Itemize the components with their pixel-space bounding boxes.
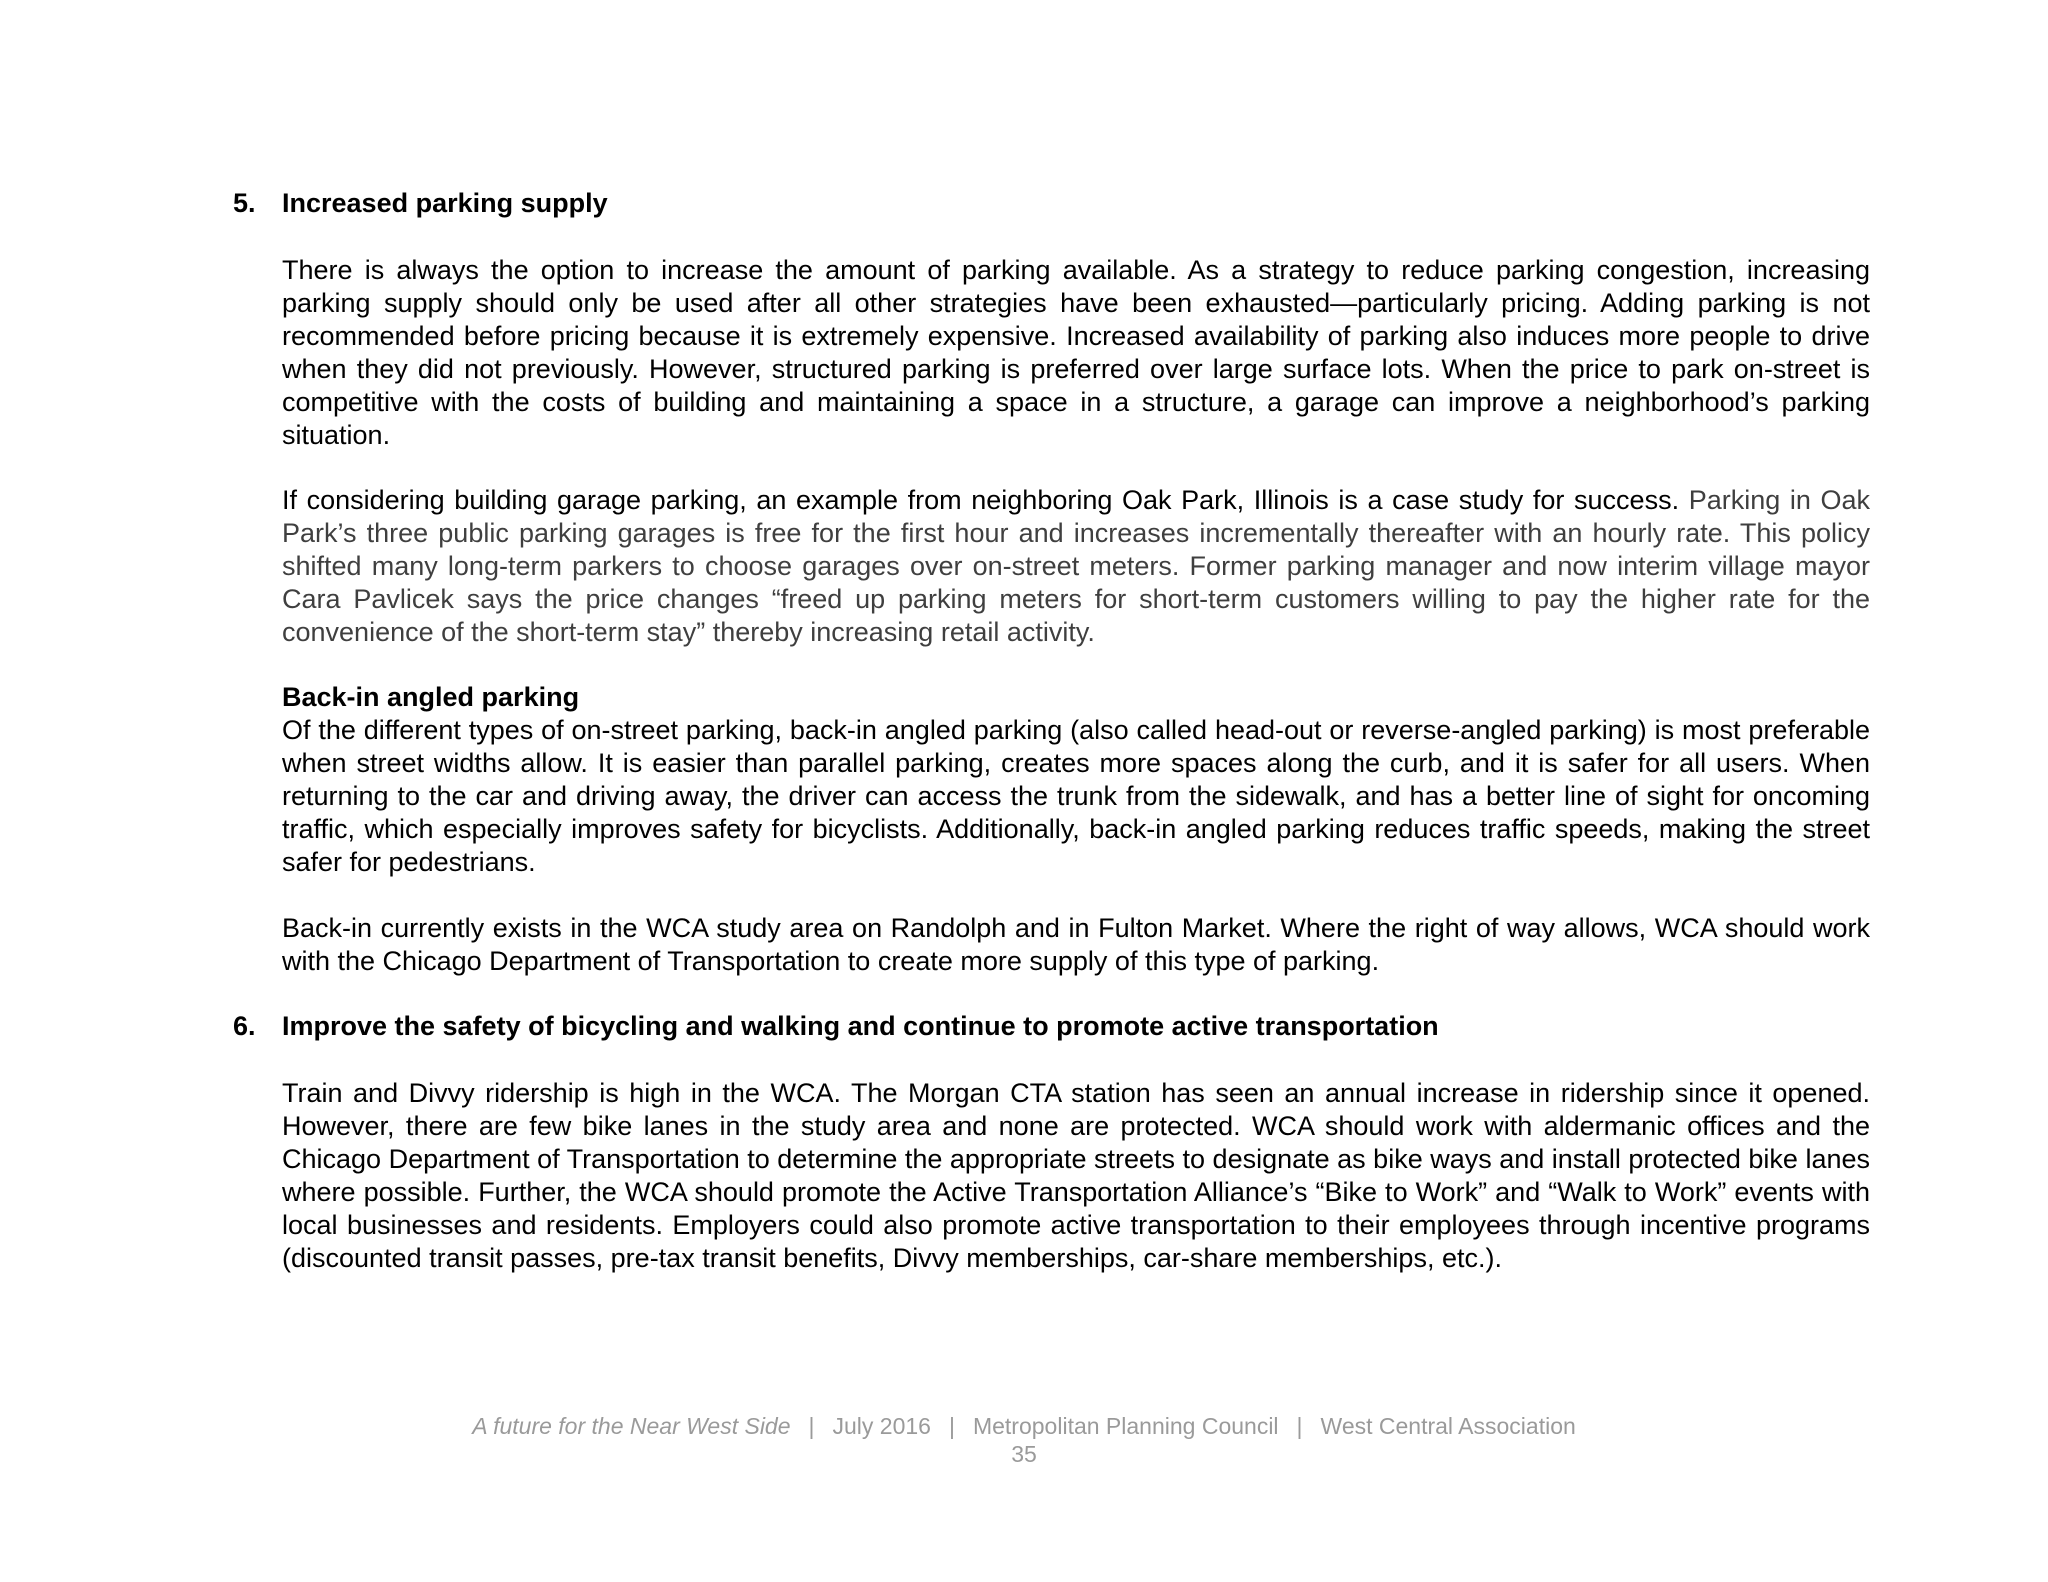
section-6-heading (233, 1010, 1439, 1043)
section-5-paragraph-2-quote: Parking in Oak Park’s three public parking garages is free for the first hour and increases incrementally thereafter with an hourly rate. This policy shifted many long-term parkers to choose garages over on-street meters. Former parking manager and now interim village mayor Cara Pavlicek says the price changes “freed up parking meters for short-term customers willing to pay the higher rate for the convenience of the short-term stay” thereby increasing retail activity. (282, 485, 1870, 647)
footer-date: July 2016 (832, 1413, 931, 1439)
footer-separator: | (808, 1413, 815, 1439)
section-5-paragraph-1: There is always the option to increase the amount of parking available. As a strategy to reduce parking congestion, increasing parking supply should only be used after all other strategies have been exhausted—particularly pricing. Adding parking is not recommended before pricing because it is extremely expensive. Increased availability of parking also induces more people to drive when they did not previously. However, structured parking is preferred over large surface lots. When the price to park on-street is competitive with the costs of building and maintaining a space in a structure, a garage can improve a neighborhood’s parking situation. (282, 255, 1870, 450)
section-5-paragraph-3: Of the different types of on-street parking, back-in angled parking (also called head-out or reverse-angled parking) is most preferable when street widths allow. It is easier than parallel parking, creates more spaces along the curb, and it is safer for all users. When returning to the car and driving away, the driver can access the trunk from the sidewalk, and has a better line of sight for oncoming traffic, which especially improves safety for bicyclists. Additionally, back-in angled parking reduces traffic speeds, making the street safer for pedestrians. (282, 715, 1870, 877)
section-5-paragraph-2-lead: If considering building garage parking, an example from neighboring Oak Park, Illinois is a case study for success. (282, 485, 1680, 515)
section-5-title: Increased parking supply (282, 188, 608, 218)
footer-document-title: A future for the Near West Side (472, 1413, 791, 1439)
footer-organization-2: West Central Association (1320, 1413, 1576, 1439)
section-5-paragraph-4: Back-in currently exists in the WCA study area on Randolph and in Fulton Market. Where the right of way allows, WCA should work with the Chicago Department of Transportation to create more supply of this type of parking. (282, 913, 1870, 976)
section-6-number: 6. (233, 1011, 256, 1041)
back-in-parking-subheading: Back-in angled parking (282, 682, 580, 712)
footer-separator: | (1296, 1413, 1303, 1439)
section-5-number: 5. (233, 188, 256, 218)
footer-organization-1: Metropolitan Planning Council (972, 1413, 1279, 1439)
page-number: 35 (1011, 1441, 1037, 1467)
page-footer (0, 1413, 2048, 1440)
section-5-heading (233, 187, 608, 220)
section-6-paragraph-1: Train and Divvy ridership is high in the WCA. The Morgan CTA station has seen an annual increase in ridership since it opened. However, there are few bike lanes in the study area and none are protected. WCA should work with aldermanic offices and the Chicago Department of Transportation to determine the appropriate streets to designate as bike ways and install protected bike lanes where possible. Further, the WCA should promote the Active Transportation Alliance’s “Bike to Work” and “Walk to Work” events with local businesses and residents. Employers could also promote active transportation to their employees through incentive programs (discounted transit passes, pre-tax transit benefits, Divvy memberships, car-share memberships, etc.). (282, 1078, 1870, 1273)
back-in-parking-block (282, 681, 1870, 879)
section-6-title: Improve the safety of bicycling and walking and continue to promote active transportation (282, 1011, 1439, 1041)
footer-separator: | (948, 1413, 955, 1439)
section-5-paragraph-2 (282, 484, 1870, 649)
